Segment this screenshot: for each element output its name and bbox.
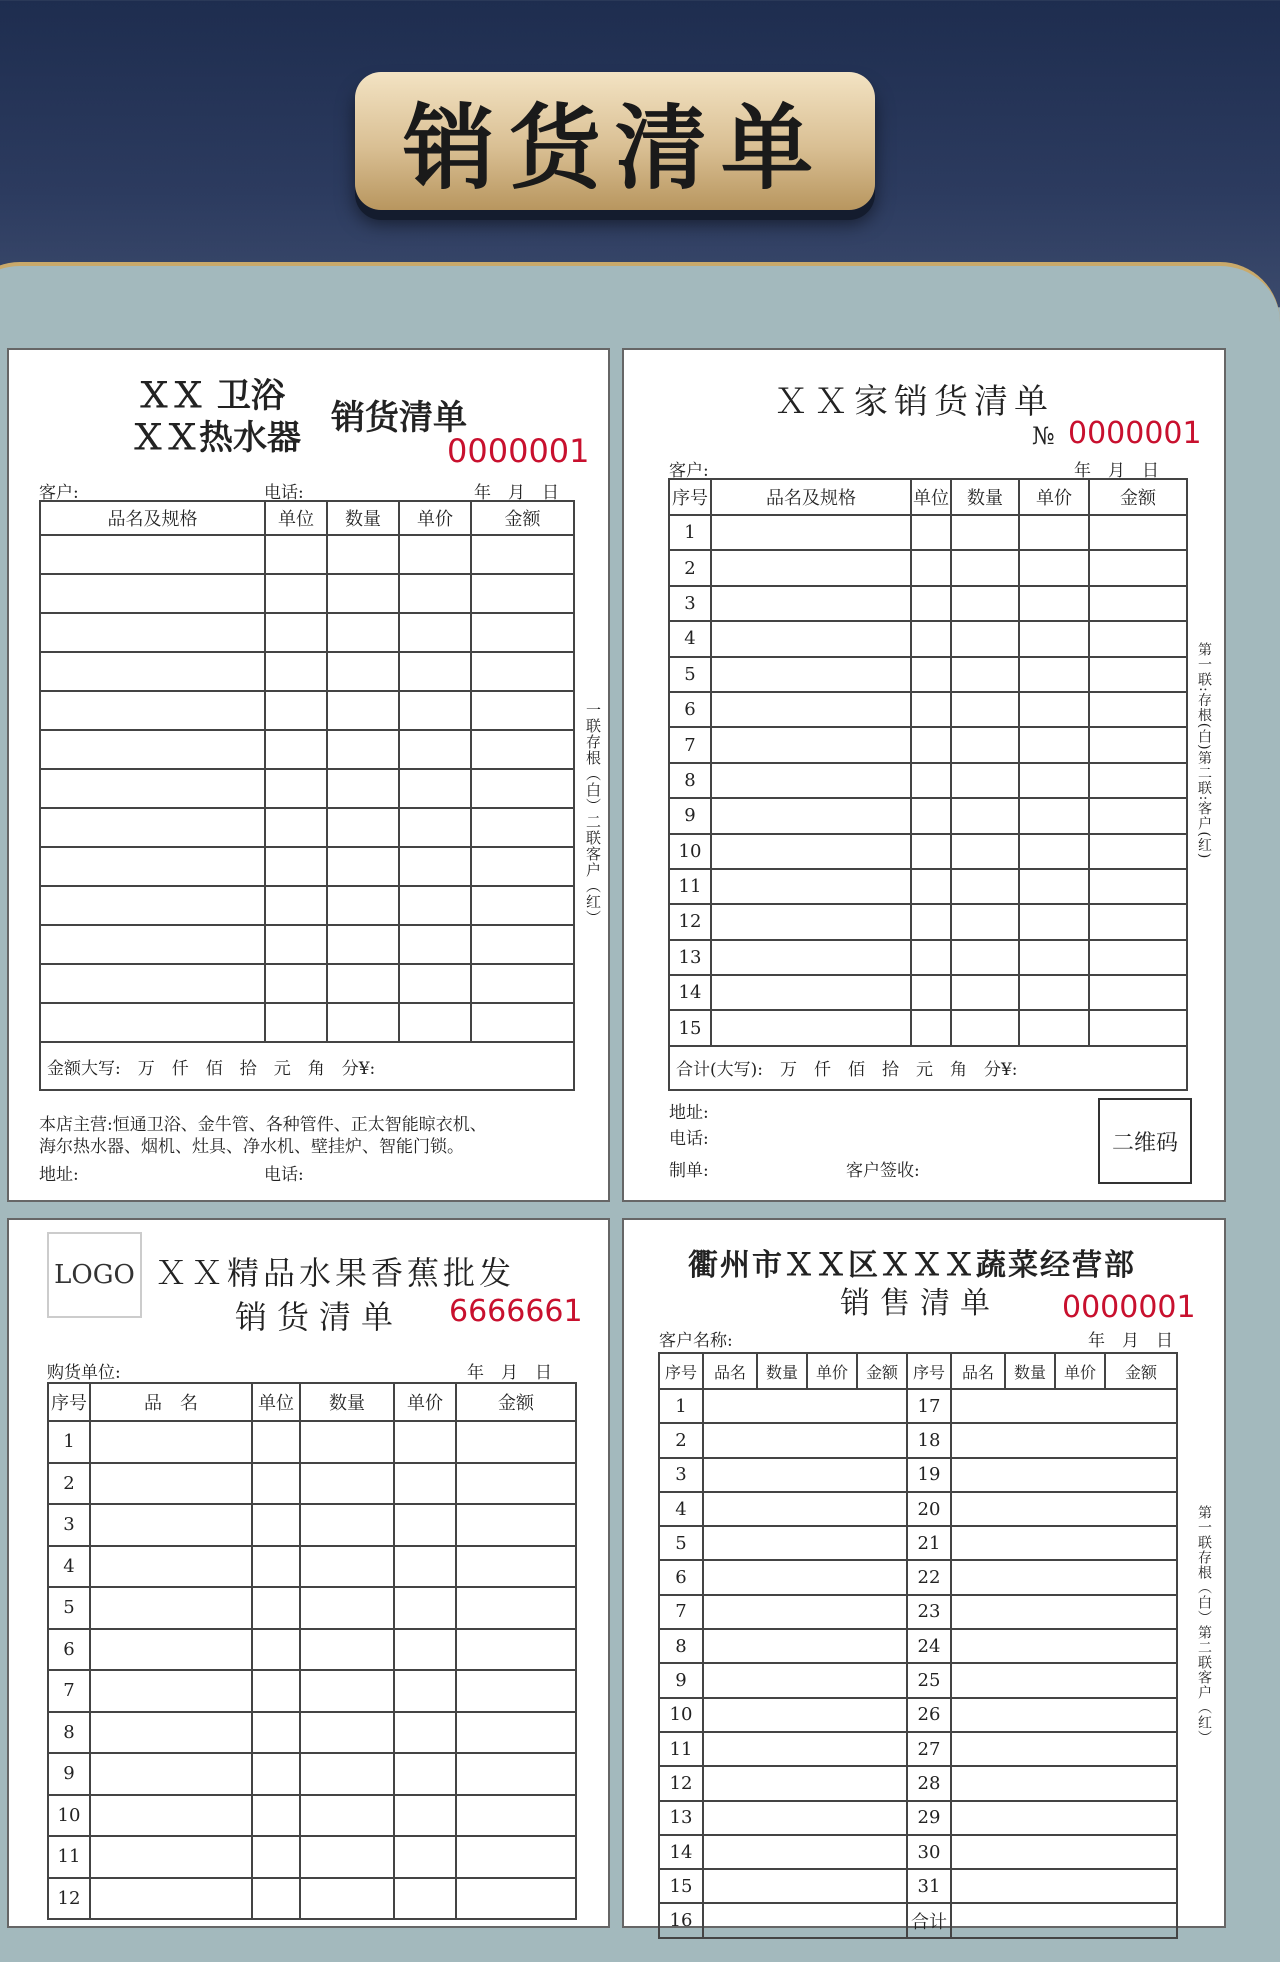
copy-note: 一联存根（白）二联客户（红） — [584, 702, 602, 926]
row-number: 6 — [669, 692, 711, 727]
table-row — [40, 886, 574, 925]
row-number: 12 — [659, 1766, 703, 1800]
column-header: 金额 — [1089, 479, 1187, 515]
column-header: 单价 — [399, 501, 471, 535]
customer-sign-label: 客户签收: — [846, 1161, 920, 1181]
table-row — [48, 1753, 576, 1795]
column-header: 数量 — [951, 479, 1019, 515]
customer-label: 客户: — [39, 483, 79, 503]
logo-placeholder: LOGO — [47, 1232, 142, 1318]
row-number: 7 — [48, 1670, 90, 1712]
row-number: 18 — [907, 1423, 951, 1457]
serial-number: 6666661 — [449, 1294, 583, 1329]
row-number: 2 — [669, 550, 711, 585]
row-number: 9 — [669, 798, 711, 833]
form-title: ＸＸ家销货清单 — [774, 382, 1054, 422]
row-number: 6 — [48, 1629, 90, 1671]
row-number: 21 — [907, 1526, 951, 1560]
form-title: 销货清单 — [235, 1298, 404, 1336]
table-row — [659, 1663, 1177, 1697]
row-number: 10 — [659, 1698, 703, 1732]
column-header: 单价 — [394, 1383, 456, 1421]
row-number: 4 — [669, 621, 711, 656]
row-number: 7 — [659, 1595, 703, 1629]
row-number: 5 — [669, 657, 711, 692]
column-header: 单位 — [252, 1383, 300, 1421]
table-row — [40, 964, 574, 1003]
table-row — [669, 1010, 1187, 1045]
total-in-words: 合计(大写): 万 仟 佰 拾 元 角 分¥: — [669, 1046, 1187, 1090]
items-table — [658, 1352, 1178, 1939]
table-row — [48, 1421, 576, 1463]
row-number: 4 — [48, 1546, 90, 1588]
row-number: 14 — [669, 975, 711, 1010]
column-header: 金额 — [1105, 1353, 1177, 1389]
phone-label: 电话: — [264, 483, 304, 503]
row-number: 8 — [48, 1712, 90, 1754]
row-number: 8 — [669, 763, 711, 798]
row-number: 10 — [48, 1795, 90, 1837]
table-row — [669, 869, 1187, 904]
receipt-card-fruit — [7, 1218, 610, 1928]
column-header: 数量 — [757, 1353, 807, 1389]
company-name-line1: ＸＸ 卫浴 — [137, 376, 285, 416]
column-header: 单价 — [1055, 1353, 1105, 1389]
table-row — [669, 550, 1187, 585]
row-number: 5 — [48, 1587, 90, 1629]
table-row — [669, 834, 1187, 869]
column-header: 单价 — [1019, 479, 1089, 515]
row-number: 13 — [659, 1801, 703, 1835]
row-number: 6 — [659, 1560, 703, 1594]
column-header: 金额 — [456, 1383, 576, 1421]
row-number: 1 — [659, 1389, 703, 1423]
row-number: 2 — [48, 1463, 90, 1505]
row-number: 7 — [669, 727, 711, 762]
column-header: 单价 — [807, 1353, 857, 1389]
table-row — [669, 727, 1187, 762]
row-number: 28 — [907, 1766, 951, 1800]
row-number: 12 — [669, 904, 711, 939]
table-row — [669, 515, 1187, 550]
row-number: 31 — [907, 1869, 951, 1903]
header-background — [0, 0, 1240, 300]
table-row — [40, 691, 574, 730]
table-row — [40, 574, 574, 613]
row-number: 9 — [659, 1663, 703, 1697]
table-row — [659, 1492, 1177, 1526]
row-number: 3 — [669, 586, 711, 621]
column-header: 品名 — [703, 1353, 757, 1389]
column-header: 数量 — [1005, 1353, 1055, 1389]
column-header: 数量 — [300, 1383, 394, 1421]
phone-label: 电话: — [669, 1129, 709, 1149]
column-header: 数量 — [327, 501, 399, 535]
business-scope-line2: 海尔热水器、烟机、灶具、净水机、壁挂炉、智能门锁。 — [39, 1137, 464, 1157]
business-scope: 本店主营:恒通卫浴、金牛管、各种管件、正太智能晾衣机、 — [39, 1115, 487, 1135]
maker-label: 制单: — [669, 1161, 709, 1181]
column-header: 序号 — [669, 479, 711, 515]
table-row — [48, 1712, 576, 1754]
row-number: 13 — [669, 940, 711, 975]
row-number: 10 — [669, 834, 711, 869]
table-row — [40, 808, 574, 847]
row-number: 15 — [659, 1869, 703, 1903]
row-number: 1 — [669, 515, 711, 550]
row-number: 23 — [907, 1595, 951, 1629]
phone-label-bottom: 电话: — [264, 1165, 304, 1185]
form-title: 销货清单 — [331, 398, 467, 438]
table-row — [40, 925, 574, 964]
table-row — [659, 1801, 1177, 1835]
row-number: 27 — [907, 1732, 951, 1766]
table-row — [40, 730, 574, 769]
row-number: 1 — [48, 1421, 90, 1463]
row-number: 3 — [659, 1458, 703, 1492]
table-row — [659, 1423, 1177, 1457]
receipt-card-bathroom — [7, 348, 610, 1202]
company-name: 衢州市ＸＸ区ＸＸＸ蔬菜经营部 — [688, 1248, 1136, 1283]
row-number: 11 — [48, 1836, 90, 1878]
customer-label: 客户: — [669, 461, 709, 481]
date-label: 年 月 日 — [474, 483, 559, 503]
column-header: 品 名 — [90, 1383, 252, 1421]
row-number: 11 — [659, 1732, 703, 1766]
items-table — [47, 1382, 577, 1920]
row-number: 8 — [659, 1629, 703, 1663]
column-header: 序号 — [48, 1383, 90, 1421]
table-row — [669, 692, 1187, 727]
column-header: 金额 — [857, 1353, 907, 1389]
table-row — [659, 1526, 1177, 1560]
row-number: 30 — [907, 1835, 951, 1869]
date-label: 年 月 日 — [1088, 1331, 1173, 1351]
row-number: 12 — [48, 1878, 90, 1920]
table-row — [40, 1003, 574, 1042]
row-number: 5 — [659, 1526, 703, 1560]
row-number: 19 — [907, 1458, 951, 1492]
table-row — [659, 1766, 1177, 1800]
column-header: 品名 — [951, 1353, 1005, 1389]
column-header: 单位 — [911, 479, 951, 515]
table-row — [659, 1595, 1177, 1629]
table-row — [40, 613, 574, 652]
table-row — [659, 1629, 1177, 1663]
table-row — [659, 1389, 1177, 1423]
items-table — [668, 478, 1188, 1091]
date-label: 年 月 日 — [467, 1363, 552, 1383]
table-row — [48, 1795, 576, 1837]
table-row — [669, 798, 1187, 833]
column-header: 序号 — [907, 1353, 951, 1389]
serial-number: 0000001 — [1068, 416, 1202, 451]
row-number: 15 — [669, 1010, 711, 1045]
table-row — [48, 1504, 576, 1546]
table-row — [659, 1560, 1177, 1594]
buyer-label: 购货单位: — [47, 1363, 121, 1383]
row-number: 9 — [48, 1753, 90, 1795]
table-row — [659, 1732, 1177, 1766]
table-row — [48, 1587, 576, 1629]
row-number: 14 — [659, 1835, 703, 1869]
customer-name-label: 客户名称: — [659, 1331, 733, 1351]
row-number: 26 — [907, 1698, 951, 1732]
date-label: 年 月 日 — [1074, 461, 1159, 481]
table-row — [669, 657, 1187, 692]
table-row — [48, 1836, 576, 1878]
copy-note: 第一联:存根(白)第二联:客户(红) — [1196, 642, 1212, 860]
column-header: 品名及规格 — [711, 479, 911, 515]
row-number: 16 — [659, 1903, 703, 1937]
row-number: 24 — [907, 1629, 951, 1663]
table-row — [669, 586, 1187, 621]
table-row — [40, 535, 574, 574]
row-number: 2 — [659, 1423, 703, 1457]
copy-note: 第一联存根（白）第二联客户（红） — [1196, 1505, 1212, 1745]
address-label: 地址: — [669, 1103, 709, 1123]
table-row — [659, 1903, 1177, 1937]
column-header: 序号 — [659, 1353, 703, 1389]
table-row — [669, 904, 1187, 939]
table-row — [669, 975, 1187, 1010]
table-row — [669, 940, 1187, 975]
row-number: 17 — [907, 1389, 951, 1423]
table-row — [659, 1458, 1177, 1492]
company-name-line2: ＸＸ热水器 — [131, 418, 301, 458]
row-number: 合计 — [907, 1903, 951, 1937]
page-title-banner: 销货清单 — [355, 72, 875, 210]
items-table — [39, 500, 575, 1091]
row-number: 3 — [48, 1504, 90, 1546]
table-row — [48, 1670, 576, 1712]
table-row — [40, 847, 574, 886]
company-name: ＸＸ精品水果香蕉批发 — [155, 1254, 516, 1292]
table-row — [40, 652, 574, 691]
column-header: 品名及规格 — [40, 501, 265, 535]
table-row — [40, 769, 574, 808]
table-row — [48, 1546, 576, 1588]
row-number: 29 — [907, 1801, 951, 1835]
serial-number: 0000001 — [447, 432, 590, 470]
row-number: 4 — [659, 1492, 703, 1526]
row-number: 22 — [907, 1560, 951, 1594]
table-row — [669, 621, 1187, 656]
table-row — [48, 1629, 576, 1671]
row-number: 11 — [669, 869, 711, 904]
row-number: 20 — [907, 1492, 951, 1526]
address-label: 地址: — [39, 1165, 79, 1185]
receipt-card-home — [622, 348, 1226, 1202]
table-row — [48, 1878, 576, 1920]
row-number: 25 — [907, 1663, 951, 1697]
amount-in-words: 金额大写: 万 仟 佰 拾 元 角 分¥: — [40, 1042, 574, 1090]
number-sign: № — [1032, 422, 1055, 450]
table-row — [669, 763, 1187, 798]
qr-code-placeholder: 二维码 — [1098, 1098, 1192, 1184]
form-title: 销售清单 — [840, 1286, 1000, 1321]
table-row — [659, 1835, 1177, 1869]
serial-number: 0000001 — [1062, 1290, 1196, 1325]
column-header: 金额 — [471, 501, 574, 535]
table-row — [48, 1463, 576, 1505]
receipt-card-vegetable — [622, 1218, 1226, 1933]
table-row — [659, 1869, 1177, 1903]
column-header: 单位 — [265, 501, 327, 535]
table-row — [659, 1698, 1177, 1732]
